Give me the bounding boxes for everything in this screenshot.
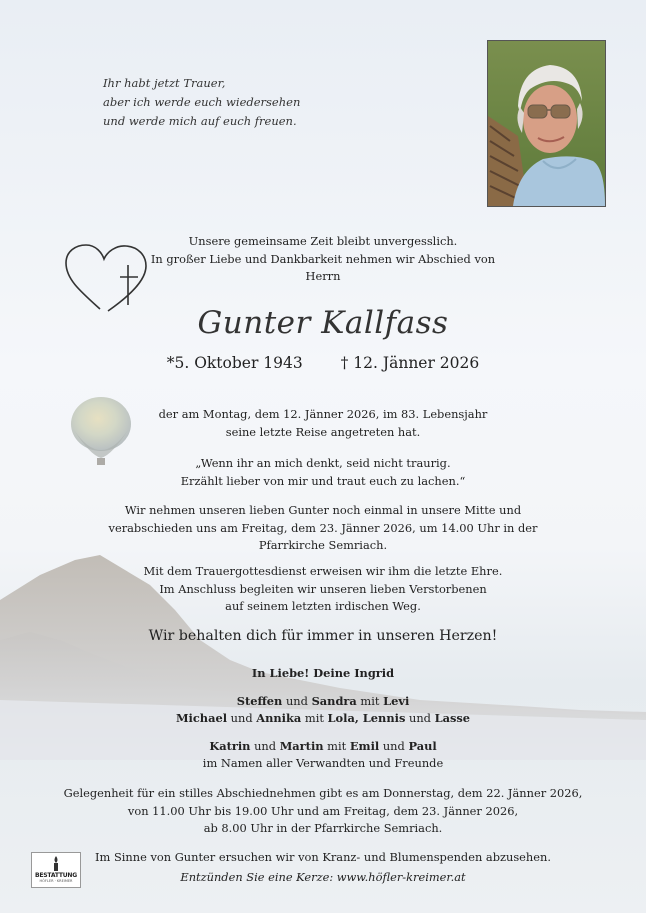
family-member: Martin <box>279 738 324 753</box>
others-line: im Namen aller Verwandten und Freunde <box>202 756 444 770</box>
farewell-line: Pfarrkirche Semriach. <box>258 538 388 552</box>
funeral-home-logo <box>31 852 81 888</box>
family-member: Lola, Lennis <box>327 711 406 725</box>
quote-line: und werde mich auf euch freuen. <box>103 114 297 128</box>
conjunction: und <box>250 738 280 753</box>
saying-line: „Wenn ihr an mich denkt, seid nicht traurig. <box>195 456 451 470</box>
life-dates <box>0 354 646 372</box>
family-list <box>0 665 646 773</box>
portrait-photo <box>487 40 606 207</box>
conjunction: mit <box>356 693 384 708</box>
family-member: Steffen <box>236 693 283 708</box>
family-member: Paul <box>408 738 437 753</box>
birth-date: *5. Oktober 1943 <box>166 354 303 372</box>
conjunction: mit <box>323 738 350 753</box>
farewell-line: verabschieden uns am Freitag, dem 23. Jänner 2026, um 14.00 Uhr in der <box>108 520 538 535</box>
farewell-line: Wir nehmen unseren lieben Gunter noch einmal in unsere Mitte und <box>124 503 522 517</box>
farewell-text <box>0 502 646 555</box>
quote-line: Ihr habt jetzt Trauer, <box>103 76 226 90</box>
family-line-2 <box>0 710 646 728</box>
intro-line: Unsere gemeinsame Zeit bleibt unvergesslich. <box>188 234 458 248</box>
family-member: Sandra <box>311 693 357 708</box>
service-line: Im Anschluss begleiten wir unseren lieben Verstorbenen <box>159 581 487 596</box>
viewing-line: ab 8.00 Uhr in der Pfarrkirche Semriach. <box>203 821 443 835</box>
family-member: Lasse <box>434 711 471 725</box>
passing-line: der am Montag, dem 12. Jänner 2026, im 83. Lebensjahr <box>158 407 488 421</box>
saying-text <box>0 455 646 490</box>
viewing-text <box>0 785 646 838</box>
candle-icon <box>32 853 80 873</box>
logo-name: BESTATTUNG <box>35 872 77 879</box>
family-member: Katrin <box>209 738 251 753</box>
service-line: Mit dem Trauergottesdienst erweisen wir ihm die letzte Ehre. <box>143 564 503 578</box>
viewing-line: von 11.00 Uhr bis 19.00 Uhr und am Freitag, dem 23. Jänner 2026, <box>127 803 519 818</box>
intro-line: In großer Liebe und Dankbarkeit nehmen wir Abschied von <box>150 251 496 266</box>
conjunction: und <box>379 738 409 753</box>
viewing-line: Gelegenheit für ein stilles Abschiednehmen gibt es am Donnerstag, dem 22. Jänner 2026, <box>63 786 583 800</box>
family-line-3 <box>0 738 646 756</box>
opening-quote <box>103 74 300 131</box>
donation-text: Im Sinne von Gunter ersuchen wir von Kranz- und Blumenspenden abzusehen. <box>95 850 551 864</box>
intro-line: Herrn <box>305 269 341 283</box>
logo-subtitle: HÖFLER · KREIMER <box>39 879 73 883</box>
family-member: Emil <box>349 738 380 753</box>
conjunction: und <box>227 711 257 725</box>
service-line: auf seinem letzten irdischen Weg. <box>225 599 421 613</box>
conjunction: und <box>405 711 435 725</box>
family-member: Michael <box>175 711 228 725</box>
motto: Wir behalten dich für immer in unseren Herzen! <box>148 628 498 644</box>
passing-text <box>0 406 646 441</box>
family-member: Levi <box>383 693 410 708</box>
family-member: Annika <box>256 711 302 725</box>
quote-line: aber ich werde euch wiedersehen <box>103 95 301 109</box>
deceased-name: Gunter Kallfass <box>197 305 449 341</box>
passing-line: seine letzte Reise angetreten hat. <box>225 424 421 439</box>
conjunction: und <box>282 693 312 708</box>
family-line-1 <box>0 693 646 711</box>
saying-line: Erzählt lieber von mir und traut euch zu lachen.“ <box>180 473 466 488</box>
candle-link[interactable]: Entzünden Sie eine Kerze: www.höfler-kreimer.at <box>180 870 466 884</box>
conjunction: mit <box>301 711 328 725</box>
death-date: † 12. Jänner 2026 <box>340 354 480 372</box>
intro-text <box>0 233 646 286</box>
service-text <box>0 563 646 616</box>
spouse-line: In Liebe! Deine Ingrid <box>251 666 395 680</box>
